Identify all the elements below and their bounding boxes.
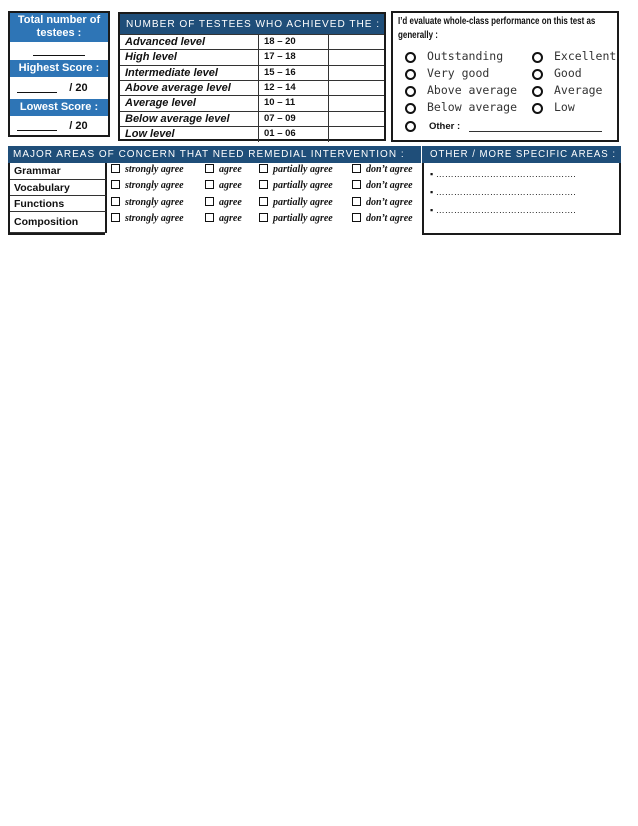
checkbox-grammar-1[interactable] xyxy=(205,164,242,175)
checkbox-icon xyxy=(111,197,120,206)
checkbox-icon xyxy=(352,180,361,189)
radio-good[interactable] xyxy=(532,69,543,80)
checkbox-icon xyxy=(259,164,268,173)
checkbox-vocabulary-3[interactable] xyxy=(352,180,413,191)
evaluation-box xyxy=(391,11,619,142)
level-row xyxy=(120,126,384,142)
option-label: Average xyxy=(554,83,603,97)
checkbox-functions-1[interactable] xyxy=(205,197,242,208)
concerns-header xyxy=(8,146,421,163)
radio-average[interactable] xyxy=(532,86,543,97)
checkbox-grammar-3[interactable] xyxy=(352,164,413,175)
radio-other[interactable] xyxy=(405,121,416,132)
checkbox-functions-0[interactable] xyxy=(111,197,184,208)
level-row xyxy=(120,95,384,111)
out-of-label: / 20 xyxy=(69,120,88,132)
level-name: High level xyxy=(125,51,177,64)
checkbox-icon xyxy=(259,180,268,189)
radio-low[interactable] xyxy=(532,103,543,114)
option-label: Above average xyxy=(427,83,518,97)
level-name: Intermediate level xyxy=(125,66,218,79)
out-of-label: / 20 xyxy=(69,82,88,94)
level-range: 18 – 20 xyxy=(258,35,329,50)
level-row xyxy=(120,80,384,96)
area-grammar: Grammar xyxy=(10,163,107,180)
choice-label: don’t agree xyxy=(366,164,413,175)
level-name: Above average level xyxy=(125,81,231,94)
total-testees-label: Total number of testees : xyxy=(10,13,108,42)
choice-label: partially agree xyxy=(273,196,333,208)
option-label: Low xyxy=(554,100,575,114)
level-row xyxy=(120,65,384,81)
score-summary-box xyxy=(8,11,110,137)
bullet-line[interactable]: ▪ ……………………………….………. xyxy=(430,169,576,179)
concerns-header-text: MAJOR AREAS OF CONCERN THAT NEED REMEDIAL INTERVENTION : xyxy=(13,149,405,160)
levels-table-header-text: NUMBER OF TESTEES WHO ACHIEVED THE : xyxy=(126,18,380,30)
level-name: Advanced level xyxy=(125,36,206,48)
level-name: Average level xyxy=(125,97,196,110)
option-label: Good xyxy=(554,66,582,80)
choice-label: agree xyxy=(219,196,242,208)
level-name: Low level xyxy=(125,127,175,140)
choice-label: don’t agree xyxy=(366,213,413,225)
bullet-line[interactable]: ▪ ……………………………….………. xyxy=(430,187,576,197)
lowest-score-field[interactable] xyxy=(10,116,108,135)
level-row xyxy=(120,34,384,50)
evaluation-prompt: I’d evaluate whole-class performance on this test as generally : xyxy=(398,15,596,41)
choice-label: agree xyxy=(219,213,242,225)
area-vocabulary: Vocabulary xyxy=(10,180,107,196)
choice-label: strongly agree xyxy=(125,196,184,208)
checkbox-icon xyxy=(352,164,361,173)
choice-label: don’t agree xyxy=(366,196,413,208)
other-input[interactable] xyxy=(469,131,602,132)
choice-label: strongly agree xyxy=(125,180,184,192)
option-label: Excellent xyxy=(554,49,617,63)
levels-table-header xyxy=(120,14,384,34)
radio-above-average[interactable] xyxy=(405,86,416,97)
option-label: Outstanding xyxy=(427,49,504,63)
checkbox-icon xyxy=(205,180,214,189)
checkbox-grammar-0[interactable] xyxy=(111,164,184,175)
level-row xyxy=(120,49,384,65)
level-range: 12 – 14 xyxy=(258,81,329,96)
choice-label: partially agree xyxy=(273,164,333,175)
levels-table xyxy=(118,12,386,141)
checkbox-composition-1[interactable] xyxy=(205,213,242,224)
other-label: Other : xyxy=(429,121,461,132)
checkbox-composition-2[interactable] xyxy=(259,213,333,224)
checkbox-icon xyxy=(111,213,120,222)
level-range: 17 – 18 xyxy=(258,50,329,65)
highest-score-label: Highest Score : xyxy=(10,60,108,77)
checkbox-icon xyxy=(111,164,120,173)
lowest-score-label: Lowest Score : xyxy=(10,99,108,116)
choice-label: agree xyxy=(219,164,242,175)
checkbox-composition-0[interactable] xyxy=(111,213,184,224)
choice-label: agree xyxy=(219,180,242,192)
checkbox-vocabulary-0[interactable] xyxy=(111,180,184,191)
level-range: 10 – 11 xyxy=(258,96,329,111)
checkbox-icon xyxy=(352,213,361,222)
checkbox-composition-3[interactable] xyxy=(352,213,413,224)
checkbox-icon xyxy=(111,180,120,189)
level-range: 15 – 16 xyxy=(258,66,329,81)
other-areas-header xyxy=(422,146,621,163)
checkbox-icon xyxy=(205,213,214,222)
radio-below-average[interactable] xyxy=(405,103,416,114)
bullet-line[interactable]: ▪ ……………………………….………. xyxy=(430,205,576,215)
other-areas-box xyxy=(422,163,621,235)
choice-label: strongly agree xyxy=(125,164,184,175)
area-functions: Functions xyxy=(10,196,107,212)
areas-column xyxy=(8,163,105,235)
radio-very-good[interactable] xyxy=(405,69,416,80)
radio-excellent[interactable] xyxy=(532,52,543,63)
option-label: Very good xyxy=(427,66,490,80)
other-areas-header-text: OTHER / MORE SPECIFIC AREAS : xyxy=(430,149,616,160)
level-row xyxy=(120,111,384,127)
checkbox-icon xyxy=(259,197,268,206)
area-composition: Composition xyxy=(10,212,107,233)
option-label: Below average xyxy=(427,100,518,114)
checkbox-grammar-2[interactable] xyxy=(259,164,333,175)
choice-label: strongly agree xyxy=(125,213,184,225)
level-name: Below average level xyxy=(125,112,230,125)
checkbox-vocabulary-1[interactable] xyxy=(205,180,242,191)
highest-score-field[interactable] xyxy=(10,77,108,99)
checkbox-icon xyxy=(205,197,214,206)
choice-label: partially agree xyxy=(273,180,333,192)
choice-label: don’t agree xyxy=(366,180,413,192)
level-range: 07 – 09 xyxy=(258,112,329,127)
checkbox-functions-3[interactable] xyxy=(352,197,413,208)
checkbox-vocabulary-2[interactable] xyxy=(259,180,333,191)
checkbox-functions-2[interactable] xyxy=(259,197,333,208)
checkbox-icon xyxy=(205,164,214,173)
radio-outstanding[interactable] xyxy=(405,52,416,63)
checkbox-icon xyxy=(259,213,268,222)
level-range: 01 – 06 xyxy=(258,127,329,142)
total-testees-field[interactable] xyxy=(10,42,108,60)
choice-label: partially agree xyxy=(273,213,333,225)
checkbox-icon xyxy=(352,197,361,206)
